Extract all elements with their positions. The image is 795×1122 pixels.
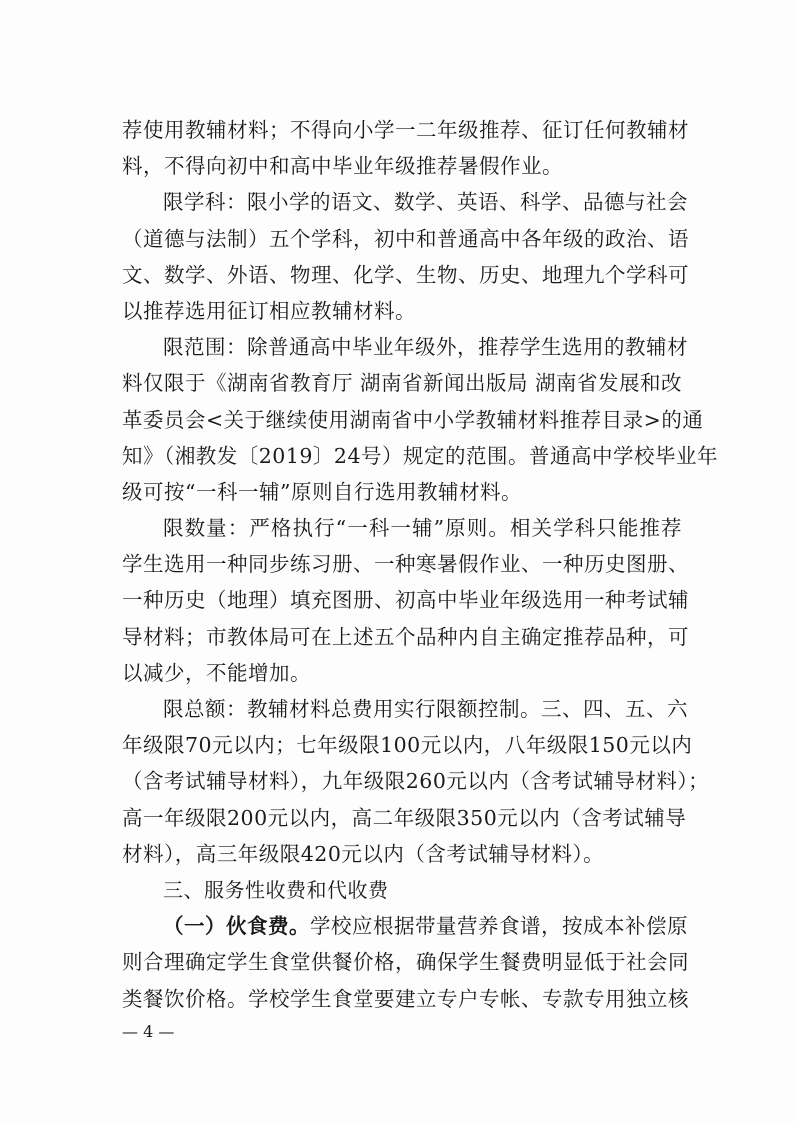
text-line: 荐使用教辅材料；不得向小学一二年级推荐、征订任何教辅材	[122, 118, 689, 142]
text-line: 导材料；市教体局可在上述五个品种内自主确定推荐品种，可	[122, 624, 689, 649]
text-line: 限学科：限小学的语文、数学、英语、科学、品德与社会	[163, 190, 688, 215]
text-line: 知》（湘教发〔2019〕24号）规定的范围。普通高中学校毕业年	[122, 443, 719, 468]
text-line: （道德与法制）五个学科，初中和普通高中各年级的政治、语	[122, 226, 689, 251]
text-line: 一种历史（地理）填充图册、初高中毕业年级选用一种考试辅	[122, 588, 689, 613]
text-line	[122, 908, 688, 944]
text-line: 料仅限于《湖南省教育厅 湖南省新闻出版局 湖南省发展和改	[122, 371, 683, 396]
text-line: 以推荐选用征订相应教辅材料。	[122, 298, 416, 323]
text-line: 类餐饮价格。学校学生食堂要建立专户专帐、专款专用独立核	[122, 986, 689, 1011]
text-line: 材料），高三年级限420元以内（含考试辅导材料）。	[122, 841, 605, 866]
text-span: 学校应根据带量营养食谱，按成本补偿原	[310, 914, 688, 939]
text-line: 以减少，不能增加。	[122, 660, 311, 685]
bold-lead: （一）伙食费。	[163, 914, 310, 939]
text-line: 学生选用一种同步练习册、一种寒暑假作业、一种历史图册、	[122, 552, 689, 577]
text-line: 高一年级限200元以内，高二年级限350元以内（含考试辅导	[122, 805, 687, 830]
text-line: 级可按“一科一辅”原则自行选用教辅材料。	[122, 479, 522, 504]
text-line: 料，不得向初中和高中毕业年级推荐暑假作业。	[122, 154, 563, 179]
text-line: （含考试辅导材料），九年级限260元以内（含考试辅导材料）；	[122, 769, 710, 794]
text-line: 文、数学、外语、物理、化学、生物、历史、地理九个学科可	[122, 262, 689, 287]
text-line: 限总额：教辅材料总费用实行限额控制。三、四、五、六	[163, 697, 688, 721]
text-line: 年级限70元以内；七年级限100元以内，八年级限150元以内	[122, 733, 693, 758]
text-line: 限范围：除普通高中毕业年级外，推荐学生选用的教辅材	[163, 335, 688, 360]
body-text	[122, 112, 719, 1017]
page-number: — 4 —	[122, 1022, 175, 1041]
text-line: 限数量：严格执行“一科一辅”原则。相关学科只能推荐	[163, 516, 682, 541]
text-line: 革委员会<关于继续使用湖南省中小学教辅材料推荐目录>的通	[122, 407, 704, 432]
text-line: 则合理确定学生食堂供餐价格，确保学生餐费明显低于社会同	[122, 950, 689, 975]
section-heading: 三、服务性收费和代收费	[163, 877, 389, 902]
